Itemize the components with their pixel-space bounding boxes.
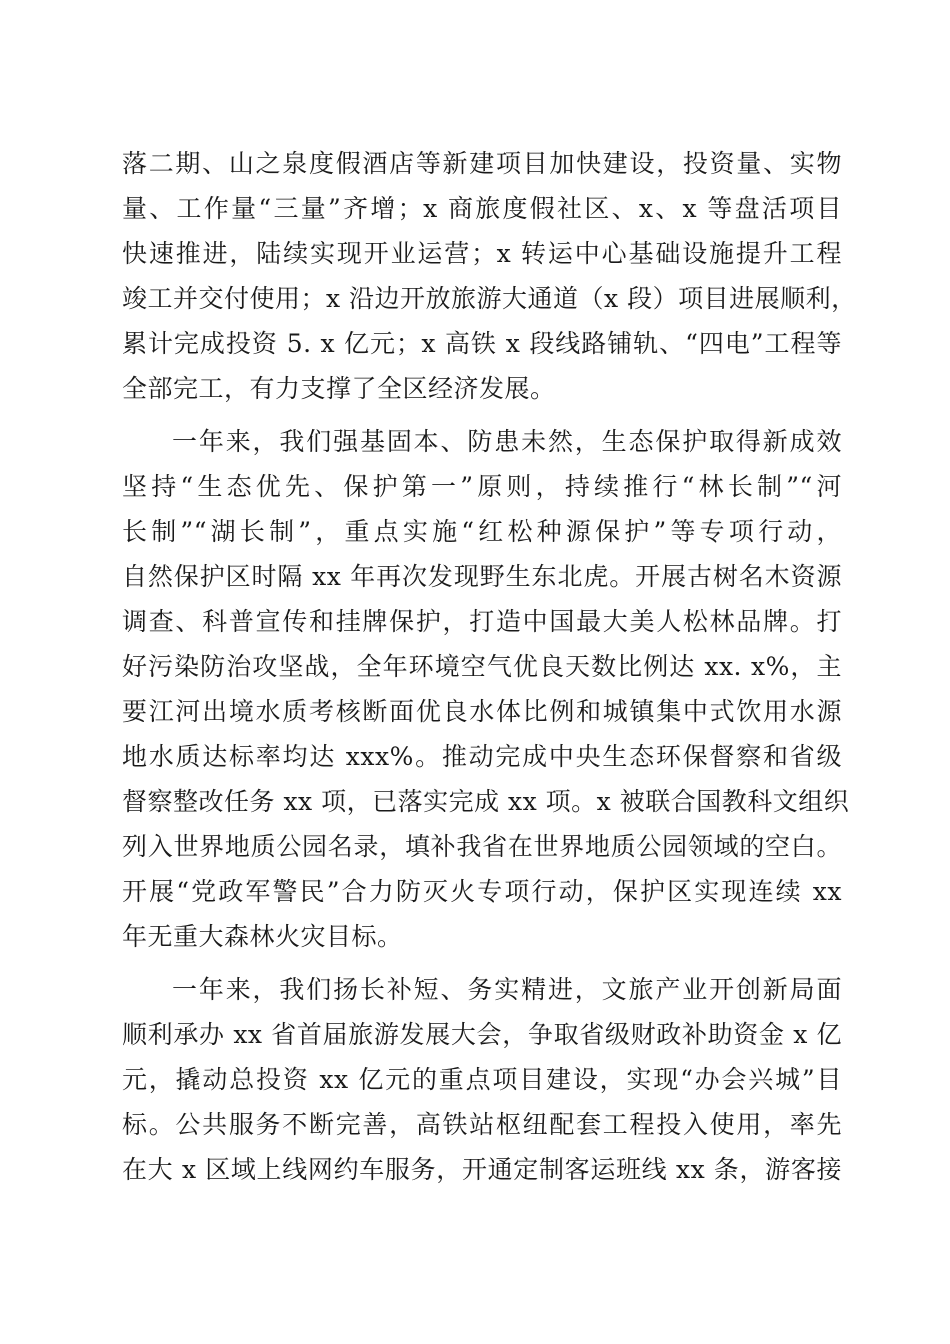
text-line: 地水质达标率均达 xxx%。推动完成中央生态环保督察和省级 bbox=[122, 742, 842, 771]
text-line: 一年来，我们扬长补短、务实精进，文旅产业开创新局面 bbox=[172, 975, 842, 1004]
text-line: 督察整改任务 xx 项，已落实完成 xx 项。x 被联合国教科文组织 bbox=[122, 787, 850, 816]
text-line: 标。公共服务不断完善，高铁站枢纽配套工程投入使用，率先 bbox=[122, 1110, 842, 1139]
paragraph-3 bbox=[122, 967, 842, 1192]
text-line: 长制”“湖长制”，重点实施“红松种源保护”等专项行动， bbox=[122, 517, 842, 546]
text-line: 好污染防治攻坚战，全年环境空气优良天数比例达 xx. x%，主 bbox=[122, 652, 842, 681]
text-line: 要江河出境水质考核断面优良水体比例和城镇集中式饮用水源 bbox=[122, 697, 842, 726]
text-line: 累计完成投资 5. x 亿元；x 高铁 x 段线路铺轨、“四电”工程等 bbox=[122, 329, 842, 358]
text-line: 顺利承办 xx 省首届旅游发展大会，争取省级财政补助资金 x 亿 bbox=[122, 1020, 842, 1049]
text-line: 量、工作量“三量”齐增；x 商旅度假社区、x、x 等盘活项目 bbox=[122, 194, 842, 223]
text-line: 开展“党政军警民”合力防灭火专项行动，保护区实现连续 xx bbox=[122, 877, 842, 906]
paragraph-2 bbox=[122, 419, 850, 959]
text-line: 年无重大森林火灾目标。 bbox=[122, 922, 403, 951]
text-line: 元，撬动总投资 xx 亿元的重点项目建设，实现“办会兴城”目 bbox=[122, 1065, 842, 1094]
text-line: 一年来，我们强基固本、防患未然，生态保护取得新成效 bbox=[172, 427, 842, 456]
text-line: 全部完工，有力支撑了全区经济发展。 bbox=[122, 374, 556, 403]
text-line: 坚持“生态优先、保护第一”原则，持续推行“林长制”“河 bbox=[122, 472, 842, 501]
text-line: 快速推进，陆续实现开业运营；x 转运中心基础设施提升工程 bbox=[122, 239, 842, 268]
text-line: 竣工并交付使用；x 沿边开放旅游大通道（x 段）项目进展顺利， bbox=[122, 284, 857, 313]
document-body bbox=[122, 141, 857, 1192]
text-line: 自然保护区时隔 xx 年再次发现野生东北虎。开展古树名木资源 bbox=[122, 562, 842, 591]
text-line: 在大 x 区域上线网约车服务，开通定制客运班线 xx 条，游客接 bbox=[122, 1155, 842, 1184]
paragraph-spacer bbox=[122, 959, 842, 967]
paragraph-spacer bbox=[122, 411, 842, 419]
text-line: 调查、科普宣传和挂牌保护，打造中国最大美人松林品牌。打 bbox=[122, 607, 842, 636]
paragraph-1 bbox=[122, 141, 857, 411]
text-line: 落二期、山之泉度假酒店等新建项目加快建设，投资量、实物 bbox=[122, 149, 842, 178]
text-line: 列入世界地质公园名录，填补我省在世界地质公园领域的空白。 bbox=[122, 832, 842, 861]
